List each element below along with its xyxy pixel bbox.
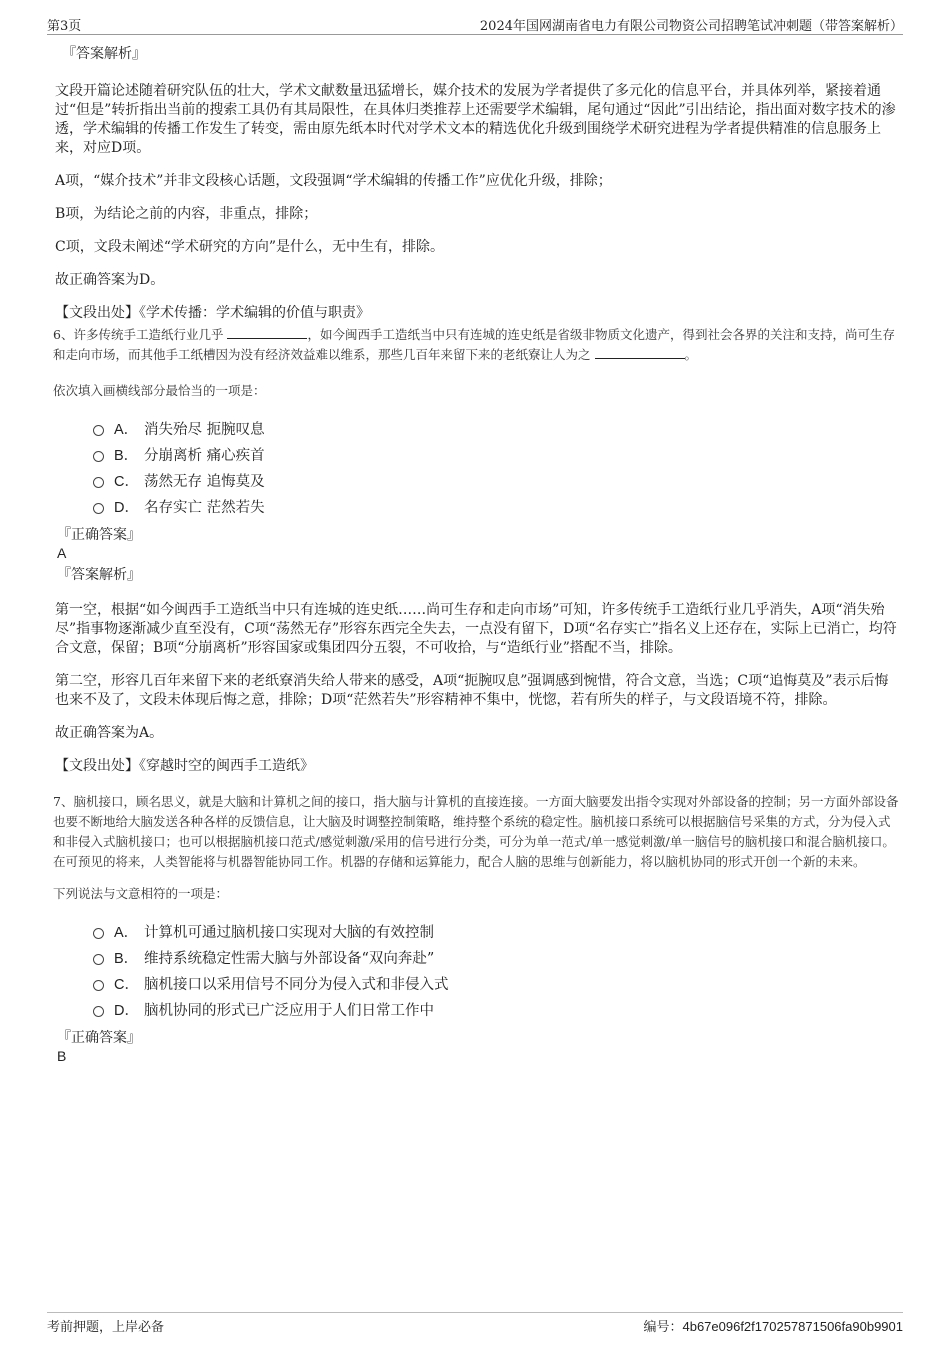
q6-prompt: 依次填入画横线部分最恰当的一项是： — [53, 383, 266, 398]
option-letter: D． — [114, 499, 139, 516]
radio-icon[interactable] — [93, 503, 104, 514]
q5-source — [55, 304, 902, 323]
document-title: 2024年国网湖南省电力有限公司物资公司招聘笔试冲刺题（带答案解析） — [479, 18, 903, 34]
radio-icon[interactable] — [93, 928, 104, 939]
q7-option-d[interactable] — [93, 996, 902, 1022]
q6-option-a[interactable] — [93, 415, 902, 441]
radio-icon[interactable] — [93, 954, 104, 965]
q7-stem: 7、脑机接口，顾名思义，就是大脑和计算机之间的接口，指大脑与计算机的直接连接。一方面大脑要发出指令实现对外部设备的控制；另一方面外部设备也要不断地给大脑发送各种各样的反馈信息，让大脑及时调整控制策略，维持整个系统的稳定性。脑机接口系统可以根据脑信号采集的方式，分为侵入式和非侵入式脑机接口；也可以根据脑机接口范式/感觉刺激/采用的信号进行分类，可分为单一范式/单一感觉刺激/单一脑信号的脑机接口和混合脑机接口。在可预见的将来，人类智能将与机器智能协同工作。机器的存储和运算能力，配合人脑的思维与创新能力，将以脑机协同的形式开创一个新的未来。 — [53, 794, 899, 869]
q6-option-b[interactable] — [93, 441, 902, 467]
q6-conclusion: 故正确答案为A。 — [55, 725, 164, 741]
q7-correct-label: 『正确答案』 — [57, 1030, 141, 1046]
option-letter: A． — [114, 924, 139, 941]
footer-code-wrap — [643, 1316, 903, 1335]
q6-stem-part1: 6、许多传统手工造纸行业几乎 — [53, 327, 224, 342]
q6-blank-2 — [595, 346, 685, 359]
radio-icon[interactable] — [93, 425, 104, 436]
q6-source-title: 《穿越时空的闽西手工造纸》 — [139, 758, 314, 774]
page-number: 第3页 — [47, 18, 82, 34]
radio-icon[interactable] — [93, 451, 104, 462]
option-letter: C． — [114, 473, 139, 490]
page-content — [55, 44, 902, 1065]
q5-option-a-note: A项，“媒介技术”并非文段核心话题，文段强调“学术编辑的传播工作”应优化升级，排除； — [55, 173, 612, 189]
q6-stem — [53, 325, 902, 365]
radio-icon[interactable] — [93, 1006, 104, 1017]
q7-prompt: 下列说法与文意相符的一项是： — [53, 886, 229, 901]
q6-options — [93, 415, 902, 519]
radio-icon[interactable] — [93, 477, 104, 488]
q6-correct-answer: A — [57, 545, 67, 561]
q5-source-label: 【文段出处】 — [55, 305, 139, 321]
q7-option-c[interactable] — [93, 970, 902, 996]
option-text: 计算机可通过脑机接口实现对大脑的有效控制 — [144, 924, 434, 941]
q7-option-b[interactable] — [93, 944, 902, 970]
q7-options — [93, 918, 902, 1022]
radio-icon[interactable] — [93, 980, 104, 991]
option-text: 消失殆尽 扼腕叹息 — [144, 421, 265, 438]
q6-blank-1 — [227, 326, 307, 339]
option-letter: B． — [114, 447, 139, 464]
q5-option-b-note: B项，为结论之前的内容，非重点，排除； — [55, 206, 318, 222]
footer-code: 4b67e096f2f170257871506fa90b9901 — [682, 1318, 903, 1334]
option-letter: A． — [114, 421, 139, 438]
option-letter: D． — [114, 1002, 139, 1019]
q6-correct-label: 『正确答案』 — [57, 527, 141, 543]
q6-option-d[interactable] — [93, 493, 902, 519]
q6-source — [55, 757, 902, 776]
footer-code-label: 编号： — [643, 1319, 683, 1335]
q6-stem-part3: 。 — [684, 347, 698, 362]
footer-slogan: 考前押题，上岸必备 — [47, 1319, 165, 1335]
page-header — [47, 14, 903, 35]
q5-analysis-label: 『答案解析』 — [62, 46, 146, 62]
q6-option-c[interactable] — [93, 467, 902, 493]
q6-analysis-label: 『答案解析』 — [57, 567, 141, 583]
option-letter: C． — [114, 976, 139, 993]
q7-correct-answer: B — [57, 1048, 67, 1064]
option-text: 分崩离析 痛心疾首 — [144, 447, 265, 464]
q5-option-c-note: C项，文段未阐述“学术研究的方向”是什么，无中生有，排除。 — [55, 239, 445, 255]
option-letter: B． — [114, 950, 139, 967]
q6-analysis-2: 第二空，形容几百年来留下来的老纸寮消失给人带来的感受，A项“扼腕叹息”强调感到惋惜，符合文意，当选；C项“追悔莫及”表示后悔也来不及了，文段未体现后悔之意，排除；D项“茫然若失”形容精神不集中，恍惚，若有所失的样子，与文段语境不符，排除。 — [55, 673, 889, 708]
q7-option-a[interactable] — [93, 918, 902, 944]
q5-conclusion: 故正确答案为D。 — [55, 272, 165, 288]
q5-source-title: 《学术传播：学术编辑的价值与职责》 — [139, 305, 370, 321]
option-text: 荡然无存 追悔莫及 — [144, 473, 265, 490]
page-footer — [47, 1312, 903, 1335]
option-text: 脑机协同的形式已广泛应用于人们日常工作中 — [144, 1002, 434, 1019]
option-text: 名存实亡 茫然若失 — [144, 499, 265, 516]
option-text: 脑机接口以采用信号不同分为侵入式和非侵入式 — [144, 976, 449, 993]
q6-analysis-1: 第一空，根据“如今闽西手工造纸当中只有连城的连史纸……尚可生存和走向市场”可知，许多传统手工造纸行业几乎消失，A项“消失殆尽”指事物逐渐减少直至没有，C项“荡然无存”形容东西完全失去，一点没有留下，D项“名存实亡”指名义上还存在，实际上已消亡，均符合文意，保留；B项“分崩离析”形容国家或集团四分五裂，不可收拾，与“造纸行业”搭配不当，排除。 — [55, 602, 897, 656]
q5-analysis-text: 文段开篇论述随着研究队伍的壮大，学术文献数量迅猛增长，媒介技术的发展为学者提供了多元化的信息平台，并具体列举，紧接着通过“但是”转折指出当前的搜索工具仍有其局限性，在具体归类推荐上还需要学术编辑，尾句通过“因此”引出结论，指出面对数字技术的渗透，学术编辑的传播工作发生了转变，需由原先纸本时代对学术文本的精选优化升级到围绕学术研究进程为学者提供精准的信息服务上来，对应D项。 — [55, 83, 896, 156]
q6-stem-part2: ，如今闽西手工造纸当中只有连城的连史纸是省级非物质文化遗产，得到社会各界的关注和支持，尚可生存和走向市场，而其他手工纸槽因为没有经济效益难以维系，那些几百年来留下来的老纸寮让人为之 — [53, 327, 895, 362]
q6-source-label: 【文段出处】 — [55, 758, 139, 774]
option-text: 维持系统稳定性需大脑与外部设备“双向奔赴” — [144, 950, 435, 967]
